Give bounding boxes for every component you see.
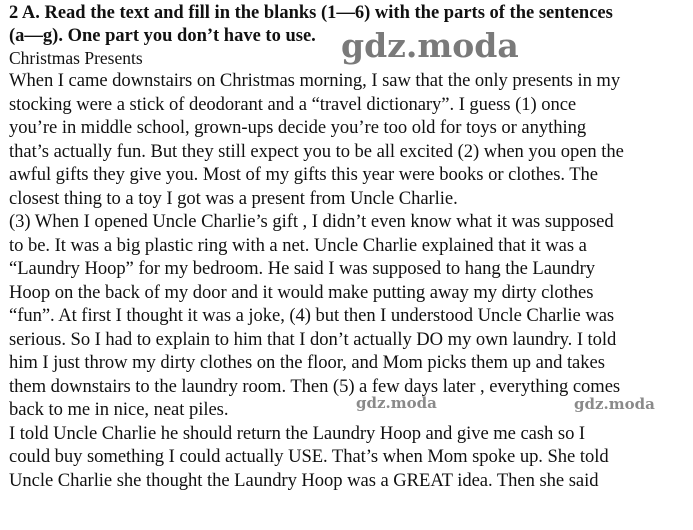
story-line: them downstairs to the laundry room. Then (5) a few days later , everything comes <box>9 375 621 397</box>
story-line: Hoop on the back of my door and it would make putting away my dirty clothes <box>9 281 594 303</box>
watermark-small: gdz.moda <box>574 395 655 413</box>
story-line: “fun”. At first I thought it was a joke, (4) but then I understood Uncle Charlie was <box>9 305 615 326</box>
story-line: back to me in nice, neat piles. <box>9 399 229 420</box>
story-line: could buy something I could actually USE. That’s when Mom spoke up. She told <box>9 446 609 467</box>
story-line: him I just throw my dirty clothes on the floor, and Mom picks them up and takes <box>9 352 605 373</box>
watermark-main: gdz.moda <box>341 26 519 65</box>
document-page <box>9 2 693 492</box>
watermark-small: gdz.moda <box>356 394 437 412</box>
story-line: “Laundry Hoop” for my bedroom. He said I was supposed to hang the Laundry <box>9 258 596 279</box>
story-line: serious. So I had to explain to him that I don’t actually DO my own laundry. I told <box>9 328 617 350</box>
story-line: to be. It was a big plastic ring with a net. Uncle Charlie explained that it was a <box>9 234 587 256</box>
story-line: that’s actually fun. But they still expect you to be all excited (2) when you open the <box>9 140 624 162</box>
task-instruction-line-1: 2 A. Read the text and fill in the blanks (1—6) with the parts of the sentences <box>9 3 613 23</box>
story-line: When I came downstairs on Christmas morning, I saw that the only presents in my <box>9 70 621 91</box>
story-line: closest thing to a toy I got was a present from Uncle Charlie. <box>9 187 458 209</box>
story-line: (3) When I opened Uncle Charlie’s gift , I didn’t even know what it was supposed <box>9 211 614 232</box>
story-line: Uncle Charlie she thought the Laundry Hoop was a GREAT idea. Then she said <box>9 469 599 491</box>
story-line: stocking were a stick of deodorant and a “travel dictionary”. I guess (1) once <box>9 93 577 115</box>
task-instruction-line-2: (a—g). One part you don’t have to use. <box>9 26 316 46</box>
story-line: you’re in middle school, grown-ups decide you’re too old for toys or anything <box>9 117 587 138</box>
story-line: I told Uncle Charlie he should return the Laundry Hoop and give me cash so I <box>9 422 586 444</box>
story-title: Christmas Presents <box>9 48 143 68</box>
story-line: awful gifts they give you. Most of my gifts this year were books or clothes. The <box>9 164 599 185</box>
story-body <box>9 69 693 492</box>
